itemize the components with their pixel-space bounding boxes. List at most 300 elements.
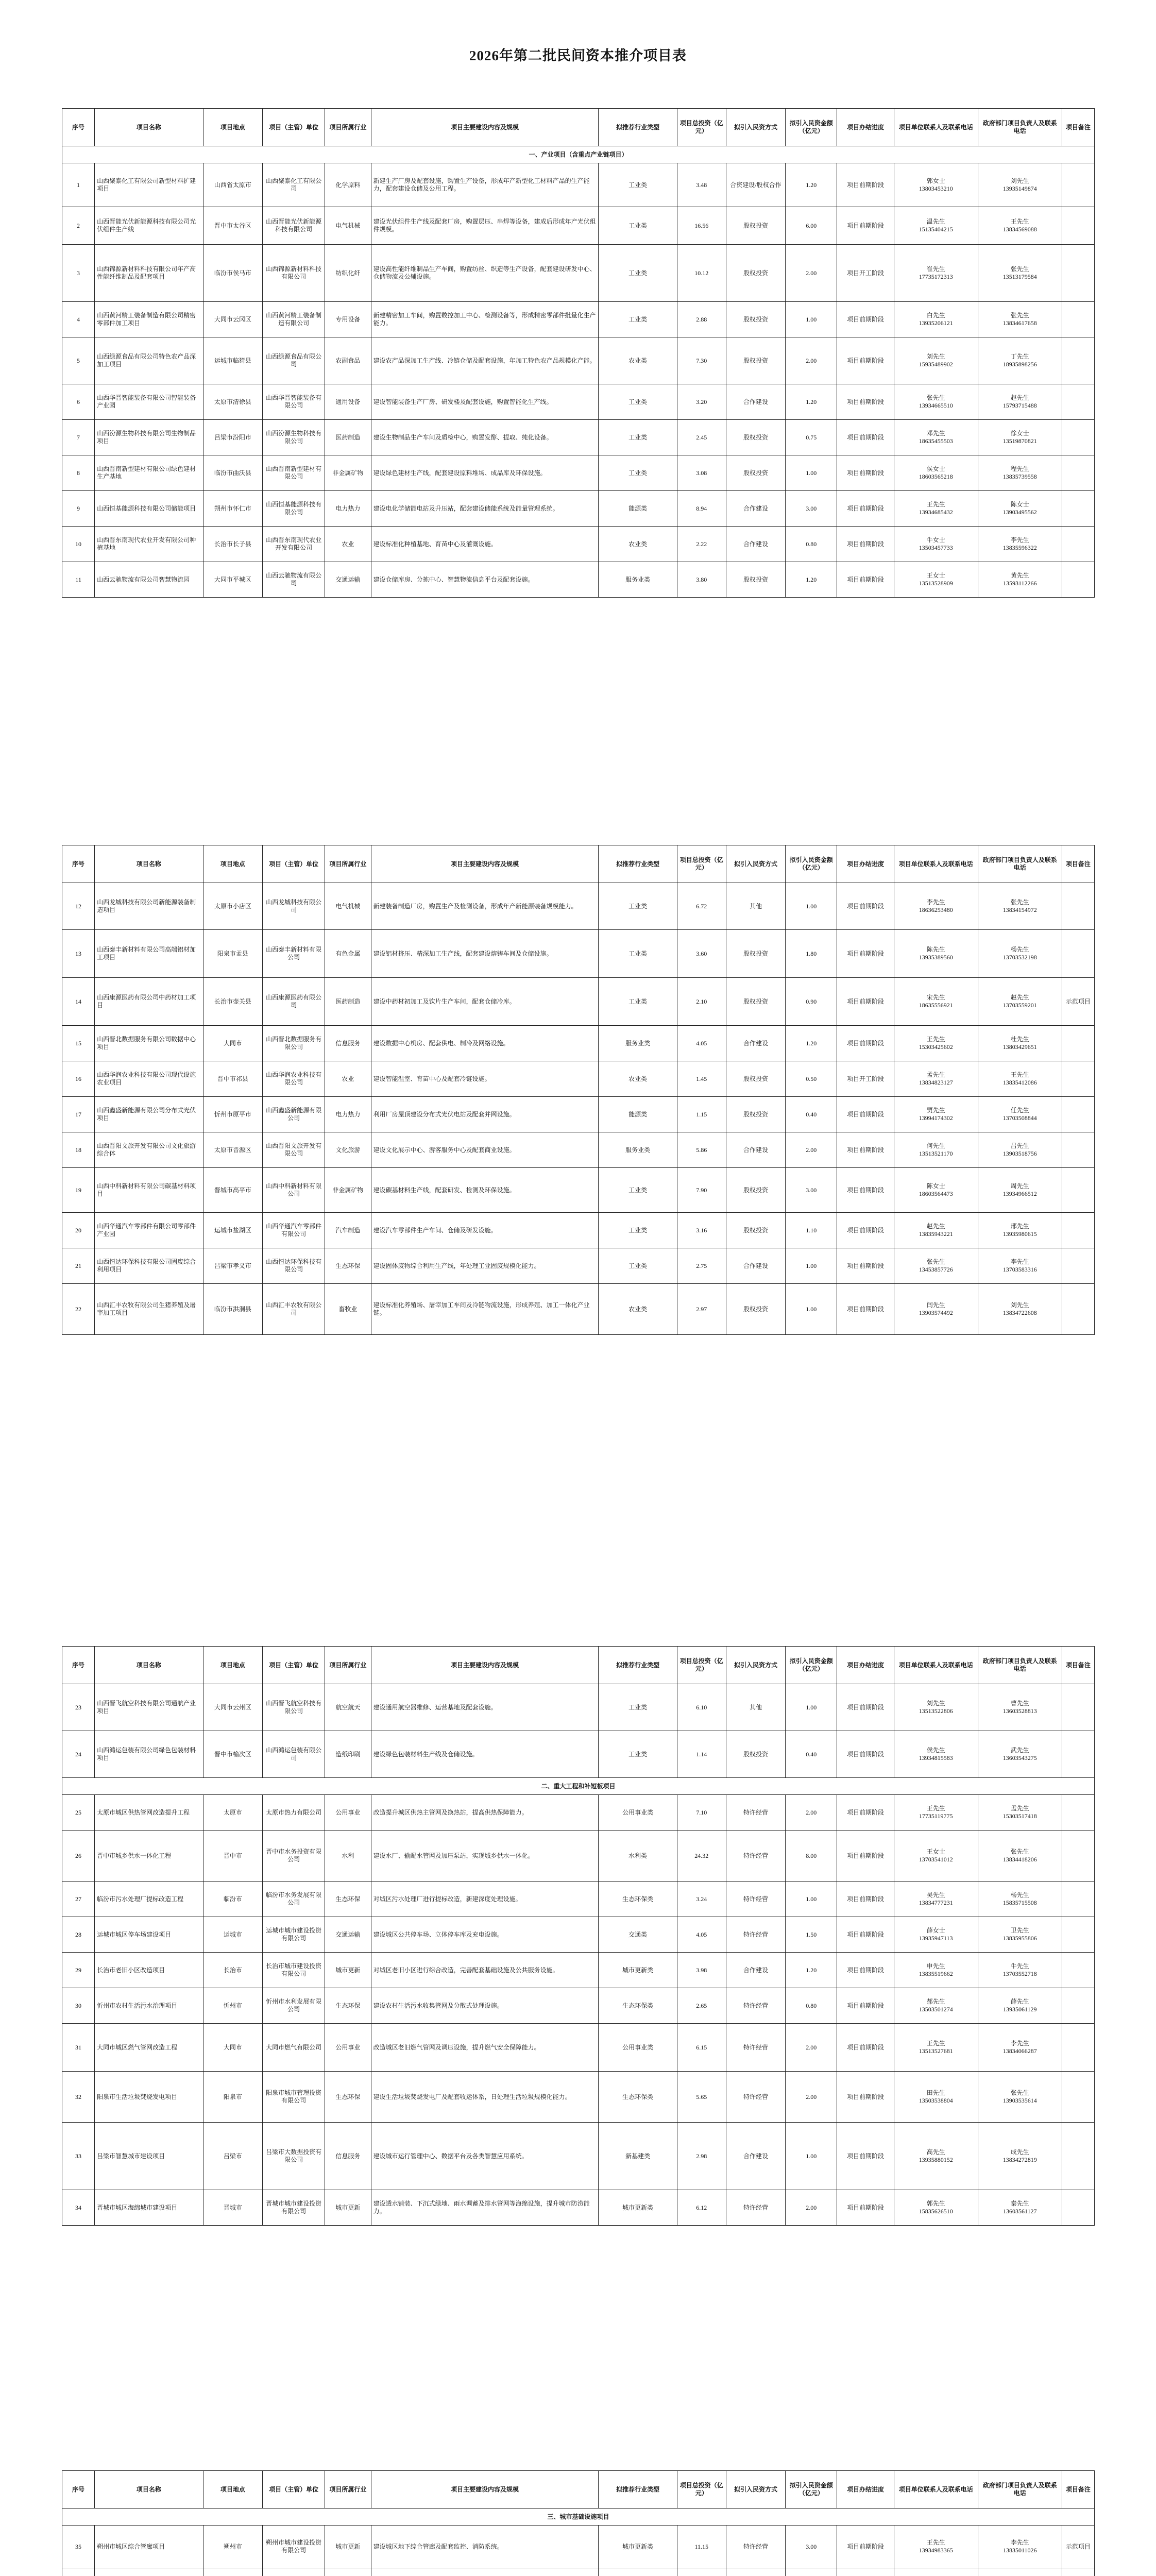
table-cell: 山西云驰物流有限公司智慧物流园 [95, 562, 203, 598]
table-cell [786, 2568, 837, 2576]
table-cell: 建设透水铺装、下沉式绿地、雨水调蓄及排水管网等海绵设施，提升城市防涝能力。 [371, 2190, 599, 2226]
table-cell: 山西锦源新材料科技有限公司 [263, 245, 325, 302]
column-header: 项目备注 [1062, 845, 1094, 883]
table-cell: 大同市 [203, 2024, 263, 2072]
table-cell: 2.98 [677, 2123, 726, 2190]
table-cell: 6 [62, 384, 95, 420]
table-cell: 合作建设 [726, 1248, 786, 1284]
table-cell: 王先生 13835412086 [978, 1061, 1062, 1097]
table-cell: 郭女士 13803453210 [894, 163, 978, 207]
table-cell: 长治市老旧小区改造项目 [95, 1953, 203, 1988]
table-cell: 忻州市农村生活污水治理项目 [95, 1988, 203, 2024]
table-cell: 陈女士 18603564473 [894, 1168, 978, 1213]
table-cell [1062, 527, 1094, 562]
column-header: 项目名称 [95, 1647, 203, 1684]
table-cell: 畜牧业 [325, 1284, 371, 1335]
table-cell: 山西云驰物流有限公司 [263, 562, 325, 598]
table-cell: 股权投资 [726, 207, 786, 245]
column-header: 拟推荐行业类型 [599, 109, 677, 146]
table-cell: 临汾市侯马市 [203, 245, 263, 302]
table-cell: 城市更新 [325, 2526, 371, 2568]
column-header: 项目办结进度 [837, 1647, 894, 1684]
table-cell: 项目前期阶段 [837, 978, 894, 1026]
table-cell: 公用事业 [325, 1795, 371, 1831]
table-cell: 项目前期阶段 [837, 420, 894, 455]
table-page-2 [62, 845, 1095, 1335]
table-cell: 李先生 13835011026 [978, 2526, 1062, 2568]
table-cell: 工业类 [599, 302, 677, 337]
table-cell: 股权投资 [726, 1731, 786, 1778]
table-cell: 山西晋飞航空科技有限公司 [263, 1684, 325, 1731]
table-cell [95, 2568, 203, 2576]
table-cell: 8.94 [677, 491, 726, 527]
table-cell: 陈女士 13903495562 [978, 491, 1062, 527]
table-cell: 秦先生 13603561127 [978, 2190, 1062, 2226]
table-cell: 5.86 [677, 1132, 726, 1168]
table-cell: 股权投资 [726, 1097, 786, 1132]
table-cell: 工业类 [599, 883, 677, 930]
table-cell [203, 2568, 263, 2576]
column-header: 项目单位联系人及联系电话 [894, 109, 978, 146]
column-header: 项目（主管）单位 [263, 1647, 325, 1684]
table-row [62, 245, 1095, 302]
table-cell: 山西康源医药有限公司中药材加工项目 [95, 978, 203, 1026]
table-row [62, 1795, 1095, 1831]
table-cell: 山西聚泰化工有限公司新型材料扩建项目 [95, 163, 203, 207]
table-cell: 晋中市水务投资有限公司 [263, 1831, 325, 1882]
table-cell: 对城区老旧小区进行综合改造，完善配套基础设施及公共服务设施。 [371, 1953, 599, 1988]
table-cell [1062, 337, 1094, 384]
table-cell: 邢先生 13935980615 [978, 1213, 1062, 1248]
table-cell: 运城市临猗县 [203, 337, 263, 384]
table-cell: 生态环保 [325, 1882, 371, 1917]
table-cell: 6.12 [677, 2190, 726, 2226]
table-cell: 2.65 [677, 1988, 726, 2024]
table-cell: 建设城区公共停车场、立体停车库及充电设施。 [371, 1917, 599, 1953]
table-cell: 曹先生 13603528813 [978, 1684, 1062, 1731]
table-cell: 临汾市污水处理厂提标改造工程 [95, 1882, 203, 1917]
table-cell: 临汾市水务发展有限公司 [263, 1882, 325, 1917]
table-cell: 高先生 13935880152 [894, 2123, 978, 2190]
table-cell: 合作建设 [726, 1953, 786, 1988]
table-cell: 项目前期阶段 [837, 1831, 894, 1882]
table-cell: 建设绿色包装材料生产线及仓储设施。 [371, 1731, 599, 1778]
table-cell: 农业 [325, 1061, 371, 1097]
table-cell: 工业类 [599, 1684, 677, 1731]
table-cell: 11 [62, 562, 95, 598]
table-cell: 0.40 [786, 1731, 837, 1778]
table-cell: 刘先生 15935489902 [894, 337, 978, 384]
table-cell: 2.00 [786, 2190, 837, 2226]
table-cell [1062, 1213, 1094, 1248]
table-cell [1062, 2024, 1094, 2072]
table-cell: 2.00 [786, 2024, 837, 2072]
table-cell: 卫先生 13835955806 [978, 1917, 1062, 1953]
table-cell: 山西龙城科技有限公司新能源装备制造项目 [95, 883, 203, 930]
table-cell: 3.00 [786, 491, 837, 527]
section-title: 二、重大工程和补短板项目 [62, 1778, 1095, 1795]
table-cell: 项目前期阶段 [837, 163, 894, 207]
table-cell: 公用事业类 [599, 2024, 677, 2072]
table-cell: 大同市云州区 [203, 1684, 263, 1731]
table-cell: 李先生 13834066287 [978, 2024, 1062, 2072]
table-cell: 申先生 13835519662 [894, 1953, 978, 1988]
table-cell: 工业类 [599, 420, 677, 455]
table-cell: 特许经营 [726, 1831, 786, 1882]
table-cell: 山西黄河精工装备制造有限公司精密零部件加工项目 [95, 302, 203, 337]
table-cell: 12 [62, 883, 95, 930]
table-cell: 特许经营 [726, 1988, 786, 2024]
table-cell: 建设标准化种植基地、育苗中心及灌溉设施。 [371, 527, 599, 562]
table-header-row [62, 1647, 1095, 1684]
column-header: 拟引入民资方式 [726, 1647, 786, 1684]
table-row [62, 1684, 1095, 1731]
table-cell: 新建生产厂房及配套设施，购置生产设备，形成年产新型化工材料产品的生产能力，配套建设仓储及公用工程。 [371, 163, 599, 207]
table-cell: 股权投资 [726, 1168, 786, 1213]
table-cell: 山西鸿运包装有限公司 [263, 1731, 325, 1778]
table-cell: 28 [62, 1917, 95, 1953]
table-cell: 33 [62, 2123, 95, 2190]
column-header: 项目名称 [95, 2471, 203, 2509]
table-cell: 24.32 [677, 1831, 726, 1882]
table-cell: 山西晋能光伏新能源科技有限公司光伏组件生产线 [95, 207, 203, 245]
table-cell: 1.45 [677, 1061, 726, 1097]
column-header: 拟引入民资方式 [726, 109, 786, 146]
table-cell: 工业类 [599, 1168, 677, 1213]
table-cell: 侯先生 13934815583 [894, 1731, 978, 1778]
table-row [62, 1988, 1095, 2024]
column-header: 项目办结进度 [837, 2471, 894, 2509]
table-cell: 股权投资 [726, 337, 786, 384]
table-cell: 27 [62, 1882, 95, 1917]
table-cell: 项目前期阶段 [837, 2526, 894, 2568]
column-header: 项目地点 [203, 109, 263, 146]
table-cell: 股权投资 [726, 302, 786, 337]
table-cell: 大同市城区燃气管网改造工程 [95, 2024, 203, 2072]
table-row [62, 883, 1095, 930]
table-cell: 农副食品 [325, 337, 371, 384]
table-cell: 晋中市城乡供水一体化工程 [95, 1831, 203, 1882]
table-cell: 太原市晋源区 [203, 1132, 263, 1168]
table-cell: 项目前期阶段 [837, 1168, 894, 1213]
table-cell: 张先生 13453857726 [894, 1248, 978, 1284]
column-header: 项目所属行业 [325, 109, 371, 146]
table-cell: 晋中市榆次区 [203, 1731, 263, 1778]
table-cell: 晋城市高平市 [203, 1168, 263, 1213]
column-header: 项目主要建设内容及规模 [371, 1647, 599, 1684]
table-cell: 建设农产品深加工生产线、冷链仓储及配套设施，年加工特色农产品规模化产能。 [371, 337, 599, 384]
table-cell: 4 [62, 302, 95, 337]
table-cell: 项目前期阶段 [837, 1988, 894, 2024]
table-cell: 3.00 [786, 2526, 837, 2568]
column-header: 拟引入民资金额（亿元） [786, 1647, 837, 1684]
table-cell: 14 [62, 978, 95, 1026]
table-cell: 长治市壶关县 [203, 978, 263, 1026]
table-cell: 王先生 17735119775 [894, 1795, 978, 1831]
table-cell [1062, 1953, 1094, 1988]
column-header: 项目总投资（亿元） [677, 845, 726, 883]
table-cell: 项目前期阶段 [837, 455, 894, 491]
table-cell: 4.05 [677, 1026, 726, 1061]
table-cell: 吕梁市智慧城市建设项目 [95, 2123, 203, 2190]
column-header: 项目单位联系人及联系电话 [894, 2471, 978, 2509]
column-header: 政府部门项目负责人及联系电话 [978, 2471, 1062, 2509]
table-cell: 徐女士 13519870821 [978, 420, 1062, 455]
table-cell: 1.80 [786, 930, 837, 978]
table-cell: 20 [62, 1213, 95, 1248]
table-cell: 2.75 [677, 1248, 726, 1284]
table-cell: 阳泉市 [203, 2072, 263, 2123]
table-cell: 山西汾源生物科技有限公司 [263, 420, 325, 455]
project-table [62, 2470, 1095, 2576]
table-cell: 忻州市原平市 [203, 1097, 263, 1132]
table-cell: 太原市 [203, 1795, 263, 1831]
section-title: 三、城市基础设施项目 [62, 2509, 1095, 2526]
table-cell: 10 [62, 527, 95, 562]
table-cell: 建设电化学储能电站及升压站，配套建设储能系统及能量管理系统。 [371, 491, 599, 527]
table-cell: 山西龙城科技有限公司 [263, 883, 325, 930]
table-cell [1062, 1988, 1094, 2024]
table-cell: 0.90 [786, 978, 837, 1026]
column-header: 项目单位联系人及联系电话 [894, 845, 978, 883]
table-cell: 温先生 15135404215 [894, 207, 978, 245]
table-row [62, 491, 1095, 527]
column-header: 项目备注 [1062, 109, 1094, 146]
table-cell: 7 [62, 420, 95, 455]
table-cell: 侯女士 18603565218 [894, 455, 978, 491]
section-row [62, 2509, 1095, 2526]
table-cell: 工业类 [599, 1248, 677, 1284]
table-cell: 建设水厂、输配水管网及加压泵站，实现城乡供水一体化。 [371, 1831, 599, 1882]
table-cell: 杨先生 15835715508 [978, 1882, 1062, 1917]
table-cell: 7.90 [677, 1168, 726, 1213]
table-cell: 李先生 18636253480 [894, 883, 978, 930]
table-cell: 王先生 15303425602 [894, 1026, 978, 1061]
table-cell: 何先生 13513521170 [894, 1132, 978, 1168]
table-cell: 工业类 [599, 455, 677, 491]
table-cell: 山西恒达环保科技有限公司 [263, 1248, 325, 1284]
table-cell: 山西晋北数据服务有限公司 [263, 1026, 325, 1061]
table-cell: 工业类 [599, 163, 677, 207]
table-cell: 2.10 [677, 978, 726, 1026]
table-cell: 临汾市 [203, 1882, 263, 1917]
table-cell: 太原市小店区 [203, 883, 263, 930]
table-cell [1062, 1097, 1094, 1132]
column-header: 项目备注 [1062, 2471, 1094, 2509]
table-cell: 薛先生 13935061129 [978, 1988, 1062, 2024]
table-row [62, 1284, 1095, 1335]
table-cell: 成先生 13834272819 [978, 2123, 1062, 2190]
table-cell: 0.80 [786, 1988, 837, 2024]
table-cell: 建设农村生活污水收集管网及分散式处理设施。 [371, 1988, 599, 2024]
table-cell: 任先生 13703508844 [978, 1097, 1062, 1132]
table-cell: 山西晋南新型建材有限公司 [263, 455, 325, 491]
table-cell [1062, 245, 1094, 302]
table-cell: 张先生 13903535614 [978, 2072, 1062, 2123]
table-cell: 张先生 13834154972 [978, 883, 1062, 930]
table-row [62, 337, 1095, 384]
table-cell: 改造提升城区供热主管网及换热站，提高供热保障能力。 [371, 1795, 599, 1831]
column-header: 序号 [62, 109, 95, 146]
table-cell: 周先生 13934966512 [978, 1168, 1062, 1213]
table-cell [894, 2568, 978, 2576]
table-cell: 合作建设 [726, 384, 786, 420]
table-cell: 田先生 13503538804 [894, 2072, 978, 2123]
table-cell [1062, 1831, 1094, 1882]
table-cell: 太原市热力有限公司 [263, 1795, 325, 1831]
table-cell: 山西华通汽车零部件有限公司零部件产业园 [95, 1213, 203, 1248]
table-cell: 大同市云冈区 [203, 302, 263, 337]
column-header: 项目所属行业 [325, 845, 371, 883]
table-cell: 李先生 13703583316 [978, 1248, 1062, 1284]
table-page-4 [62, 2470, 1095, 2576]
table-cell: 特许经营 [726, 2190, 786, 2226]
table-cell: 赵先生 13703559201 [978, 978, 1062, 1026]
column-header: 项目（主管）单位 [263, 109, 325, 146]
table-cell: 医药制造 [325, 978, 371, 1026]
table-cell [1062, 384, 1094, 420]
table-cell: 服务业类 [599, 1132, 677, 1168]
table-cell: 合作建设 [726, 2123, 786, 2190]
table-cell: 项目前期阶段 [837, 1731, 894, 1778]
table-cell: 10.12 [677, 245, 726, 302]
table-cell: 山西鑫盛新能源有限公司 [263, 1097, 325, 1132]
table-cell: 2.00 [786, 245, 837, 302]
table-cell: 山西汇丰农牧有限公司生猪养殖及屠宰加工项目 [95, 1284, 203, 1335]
column-header: 项目办结进度 [837, 845, 894, 883]
table-row [62, 384, 1095, 420]
table-row [62, 163, 1095, 207]
table-cell: 牛女士 13503457733 [894, 527, 978, 562]
table-cell: 临汾市洪洞县 [203, 1284, 263, 1335]
table-cell: 信息服务 [325, 2123, 371, 2190]
table-cell: 工业类 [599, 384, 677, 420]
column-header: 项目办结进度 [837, 109, 894, 146]
table-cell: 30 [62, 1988, 95, 2024]
table-cell [1062, 1168, 1094, 1213]
table-cell: 山西晋飞航空科技有限公司通航产业项目 [95, 1684, 203, 1731]
table-cell: 13 [62, 930, 95, 978]
table-cell: 工业类 [599, 1213, 677, 1248]
table-row [62, 2024, 1095, 2072]
table-cell: 航空航天 [325, 1684, 371, 1731]
column-header: 拟引入民资方式 [726, 845, 786, 883]
table-cell: 合资建设/股权合作 [726, 163, 786, 207]
table-cell [325, 2568, 371, 2576]
table-row [62, 1026, 1095, 1061]
table-row [62, 1168, 1095, 1213]
table-cell [599, 2568, 677, 2576]
table-cell: 刘先生 13935149874 [978, 163, 1062, 207]
table-page-1 [62, 108, 1095, 598]
table-cell: 建设铝材挤压、精深加工生产线，配套建设熔铸车间及仓储设施。 [371, 930, 599, 978]
table-cell: 新建精密加工车间，购置数控加工中心、检测设备等，形成精密零部件批量化生产能力。 [371, 302, 599, 337]
table-cell: 特许经营 [726, 2024, 786, 2072]
table-cell: 吕先生 13903518756 [978, 1132, 1062, 1168]
table-cell: 特许经营 [726, 1882, 786, 1917]
table-cell: 山西鑫盛新能源有限公司分布式光伏项目 [95, 1097, 203, 1132]
table-cell: 赵先生 15793715488 [978, 384, 1062, 420]
table-cell: 能源类 [599, 1097, 677, 1132]
table-row [62, 1831, 1095, 1882]
table-cell [978, 2568, 1062, 2576]
table-header-row [62, 2471, 1095, 2509]
table-cell: 山西华晋智能装备有限公司 [263, 384, 325, 420]
table-cell: 2.45 [677, 420, 726, 455]
table-cell: 山西聚泰化工有限公司 [263, 163, 325, 207]
column-header: 项目主要建设内容及规模 [371, 845, 599, 883]
table-cell: 武先生 13603543275 [978, 1731, 1062, 1778]
table-cell: 长治市长子县 [203, 527, 263, 562]
table-cell: 示范项目 [1062, 978, 1094, 1026]
table-cell: 吴先生 13834777231 [894, 1882, 978, 1917]
project-table [62, 845, 1095, 1335]
table-cell: 牛先生 13703552718 [978, 1953, 1062, 1988]
table-cell: 项目前期阶段 [837, 527, 894, 562]
table-cell [1062, 1795, 1094, 1831]
table-cell: 1.20 [786, 1953, 837, 1988]
table-cell: 新建装备制造厂房，购置生产及检测设备，形成年产新能源装备规模能力。 [371, 883, 599, 930]
table-cell: 24 [62, 1731, 95, 1778]
table-cell: 项目前期阶段 [837, 1213, 894, 1248]
table-cell: 山西泰丰新材料有限公司 [263, 930, 325, 978]
table-cell: 程先生 13835739558 [978, 455, 1062, 491]
table-cell: 6.00 [786, 207, 837, 245]
table-cell: 26 [62, 1831, 95, 1882]
table-cell: 山西恒基能源科技有限公司 [263, 491, 325, 527]
table-cell: 3.48 [677, 163, 726, 207]
table-cell: 大同市平城区 [203, 562, 263, 598]
table-cell: 孟先生 15303517418 [978, 1795, 1062, 1831]
table-cell: 项目前期阶段 [837, 207, 894, 245]
table-cell: 电气机械 [325, 207, 371, 245]
table-cell: 运城市城区停车场建设项目 [95, 1917, 203, 1953]
table-cell: 朔州市怀仁市 [203, 491, 263, 527]
table-cell: 利用厂房屋顶建设分布式光伏电站及配套并网设施。 [371, 1097, 599, 1132]
table-cell: 项目前期阶段 [837, 1917, 894, 1953]
table-cell: 山西恒达环保科技有限公司固废综合利用项目 [95, 1248, 203, 1284]
table-cell: 1.00 [786, 1684, 837, 1731]
table-row [62, 1061, 1095, 1097]
table-cell: 1.20 [786, 384, 837, 420]
table-cell: 山西恒基能源科技有限公司储能项目 [95, 491, 203, 527]
section-row [62, 1778, 1095, 1795]
table-row [62, 420, 1095, 455]
table-cell: 21 [62, 1248, 95, 1284]
table-cell: 25 [62, 1795, 95, 1831]
table-cell: 8.00 [786, 1831, 837, 1882]
table-cell: 股权投资 [726, 978, 786, 1026]
table-cell: 项目前期阶段 [837, 1795, 894, 1831]
column-header: 序号 [62, 1647, 95, 1684]
table-cell: 晋中市 [203, 1831, 263, 1882]
table-cell: 9 [62, 491, 95, 527]
table-cell [1062, 1026, 1094, 1061]
table-cell: 山西晋阳文旅开发有限公司文化旅游综合体 [95, 1132, 203, 1168]
table-cell: 赵先生 13835943221 [894, 1213, 978, 1248]
table-row [62, 302, 1095, 337]
table-cell: 3.24 [677, 1882, 726, 1917]
table-cell: 山西鸿运包装有限公司绿色包装材料项目 [95, 1731, 203, 1778]
table-cell: 项目前期阶段 [837, 337, 894, 384]
table-cell: 1.10 [786, 1213, 837, 1248]
table-cell: 忻州市 [203, 1988, 263, 2024]
table-cell [62, 2568, 95, 2576]
table-cell: 项目前期阶段 [837, 491, 894, 527]
table-cell: 22 [62, 1284, 95, 1335]
table-cell: 股权投资 [726, 562, 786, 598]
table-cell [1062, 420, 1094, 455]
